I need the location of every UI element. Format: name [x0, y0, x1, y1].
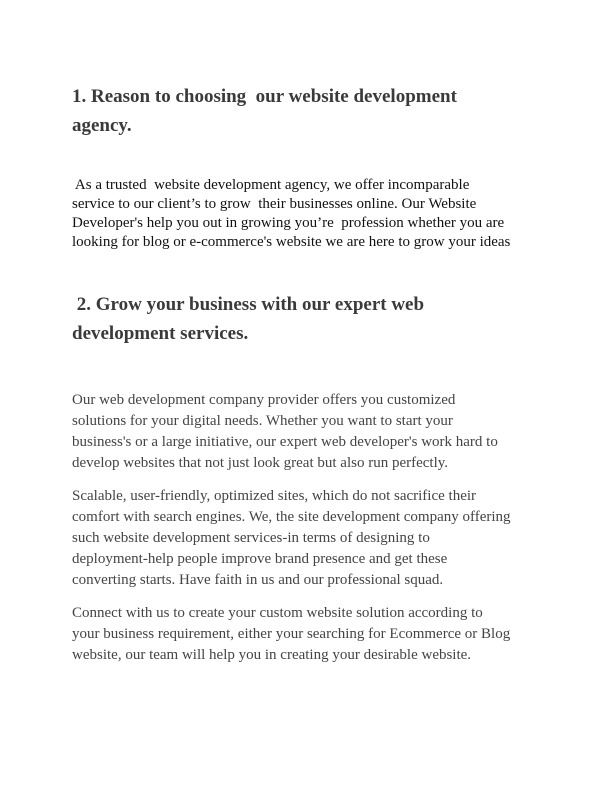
section-2-heading: [72, 290, 424, 348]
text-line: service to our client’s to grow their businesses online. Our Website: [72, 196, 477, 212]
text-line: deployment-help people improve brand presence and get these: [72, 551, 448, 567]
heading-line: 1. Reason to choosing our website development: [72, 86, 457, 107]
text-line: develop websites that not just look great but also run perfectly.: [72, 455, 449, 471]
section-2-paragraph-1: [72, 390, 498, 474]
text-line: As a trusted website development agency, we offer incomparable: [72, 177, 470, 193]
text-line: such website development services-in terms of designing to: [72, 530, 430, 546]
heading-line: 2. Grow your business with our expert web: [72, 294, 425, 315]
text-line: Scalable, user-friendly, optimized sites, which do not sacrifice their: [72, 488, 477, 504]
section-2-paragraph-3: [72, 603, 510, 666]
text-line: your business requirement, either your searching for Ecommerce or Blog: [72, 626, 511, 642]
text-line: website, our team will help you in creating your desirable website.: [72, 647, 472, 663]
text-line: Developer's help you out in growing you’re profession whether you are: [72, 215, 505, 231]
text-line: comfort with search engines. We, the site development company offering: [72, 509, 511, 525]
text-line: Connect with us to create your custom website solution according to: [72, 605, 483, 621]
text-line: looking for blog or e-commerce's website we are here to grow your ideas: [72, 234, 511, 250]
heading-line: agency.: [72, 115, 132, 136]
text-line: business's or a large initiative, our expert web developer's work hard to: [72, 434, 498, 450]
text-line: Our web development company provider offers you customized: [72, 392, 456, 408]
section-1-paragraph: [72, 176, 510, 252]
text-line: converting starts. Have faith in us and our professional squad.: [72, 572, 444, 588]
section-1-heading: [72, 82, 457, 140]
heading-line: development services.: [72, 323, 249, 344]
text-line: solutions for your digital needs. Whether you want to start your: [72, 413, 453, 429]
section-2-paragraph-2: [72, 486, 511, 591]
